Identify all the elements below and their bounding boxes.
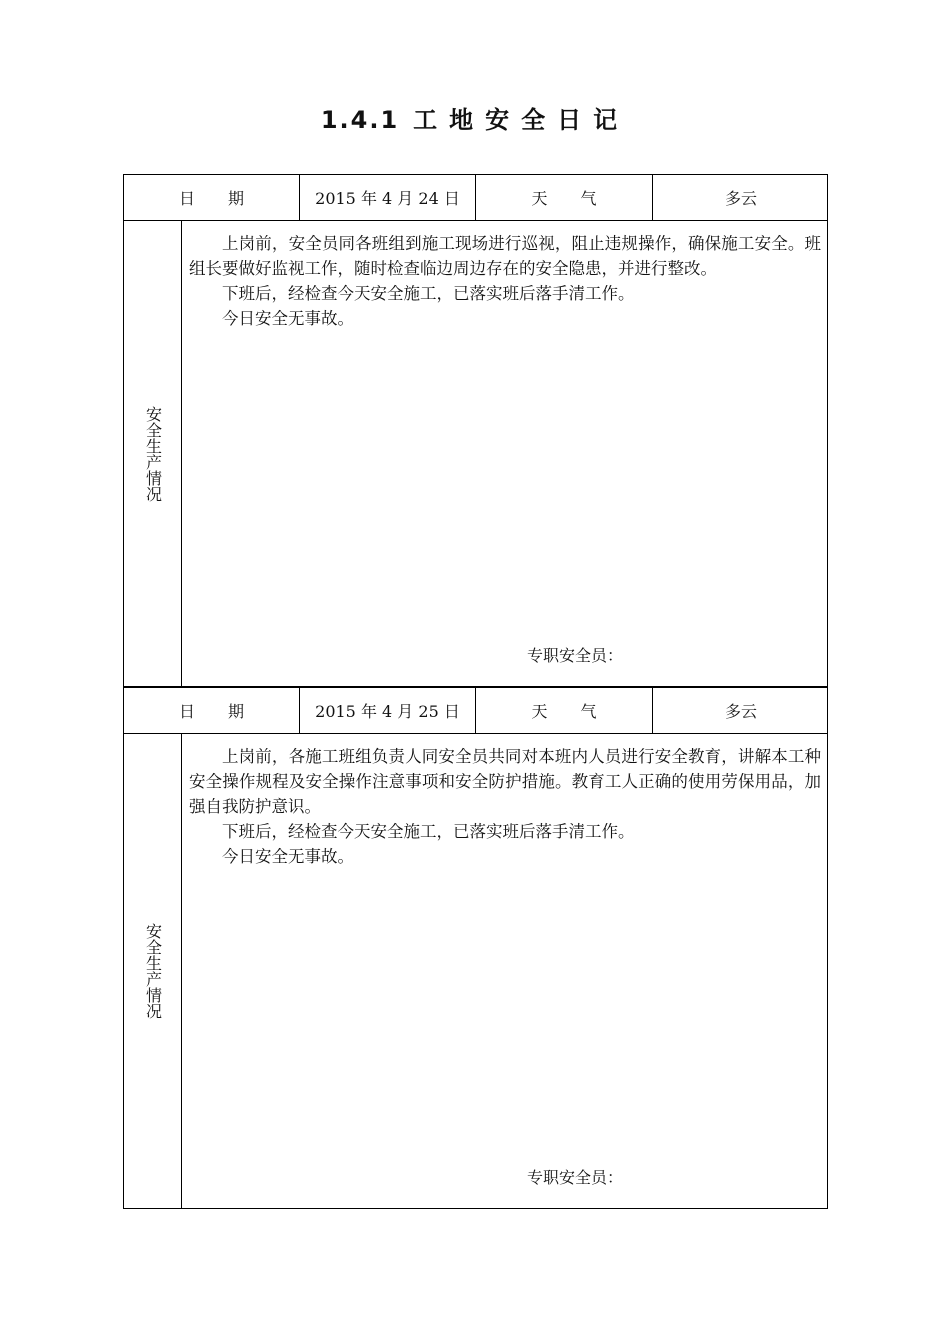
paragraph: 上岗前，安全员同各班组到施工现场进行巡视，阻止违规操作，确保施工安全。班组长要做好监视工作，随时检查临边周边存在的安全隐患，并进行整改。 — [189, 234, 821, 278]
paragraph: 下班后，经检查今天安全施工，已落实班后落手清工作。 — [222, 822, 635, 841]
date-label: 日 期 — [124, 175, 300, 220]
entry-header-row — [123, 174, 828, 221]
entry-content — [181, 734, 827, 1208]
weather-value: 多云 — [724, 189, 757, 208]
date-label: 日 期 — [124, 688, 300, 733]
signature-label: 专职安全员： — [527, 646, 624, 665]
entry-body-row — [123, 734, 828, 1209]
entry-body-row — [123, 221, 828, 687]
paragraph: 今日安全无事故。 — [222, 847, 354, 866]
weather-value: 多云 — [724, 702, 757, 721]
signature-label: 专职安全员： — [527, 1168, 624, 1187]
section-number: 1.4.1 — [320, 106, 400, 134]
paragraph: 今日安全无事故。 — [222, 309, 354, 328]
entry-header-row — [123, 687, 828, 734]
date-value: 2015 年 4 月 25 日 — [300, 688, 476, 733]
title-text: 工地安全日记 — [413, 106, 630, 134]
section-label: 安全生产情况 — [124, 221, 182, 686]
page-title — [0, 100, 950, 135]
weather-label: 天 气 — [476, 688, 653, 733]
weather-label: 天 气 — [476, 175, 653, 220]
date-value: 2015 年 4 月 24 日 — [300, 175, 476, 220]
section-label: 安全生产情况 — [124, 734, 182, 1208]
paragraph: 上岗前，各施工班组负责人同安全员共同对本班内人员进行安全教育，讲解本工种安全操作规程及安全操作注意事项和安全防护措施。教育工人正确的使用劳保用品，加强自我防护意识。 — [189, 747, 821, 816]
diary-entry — [123, 687, 828, 1209]
diary-entry — [123, 174, 828, 687]
paragraph: 下班后，经检查今天安全施工，已落实班后落手清工作。 — [222, 284, 635, 303]
entry-content — [181, 221, 827, 686]
